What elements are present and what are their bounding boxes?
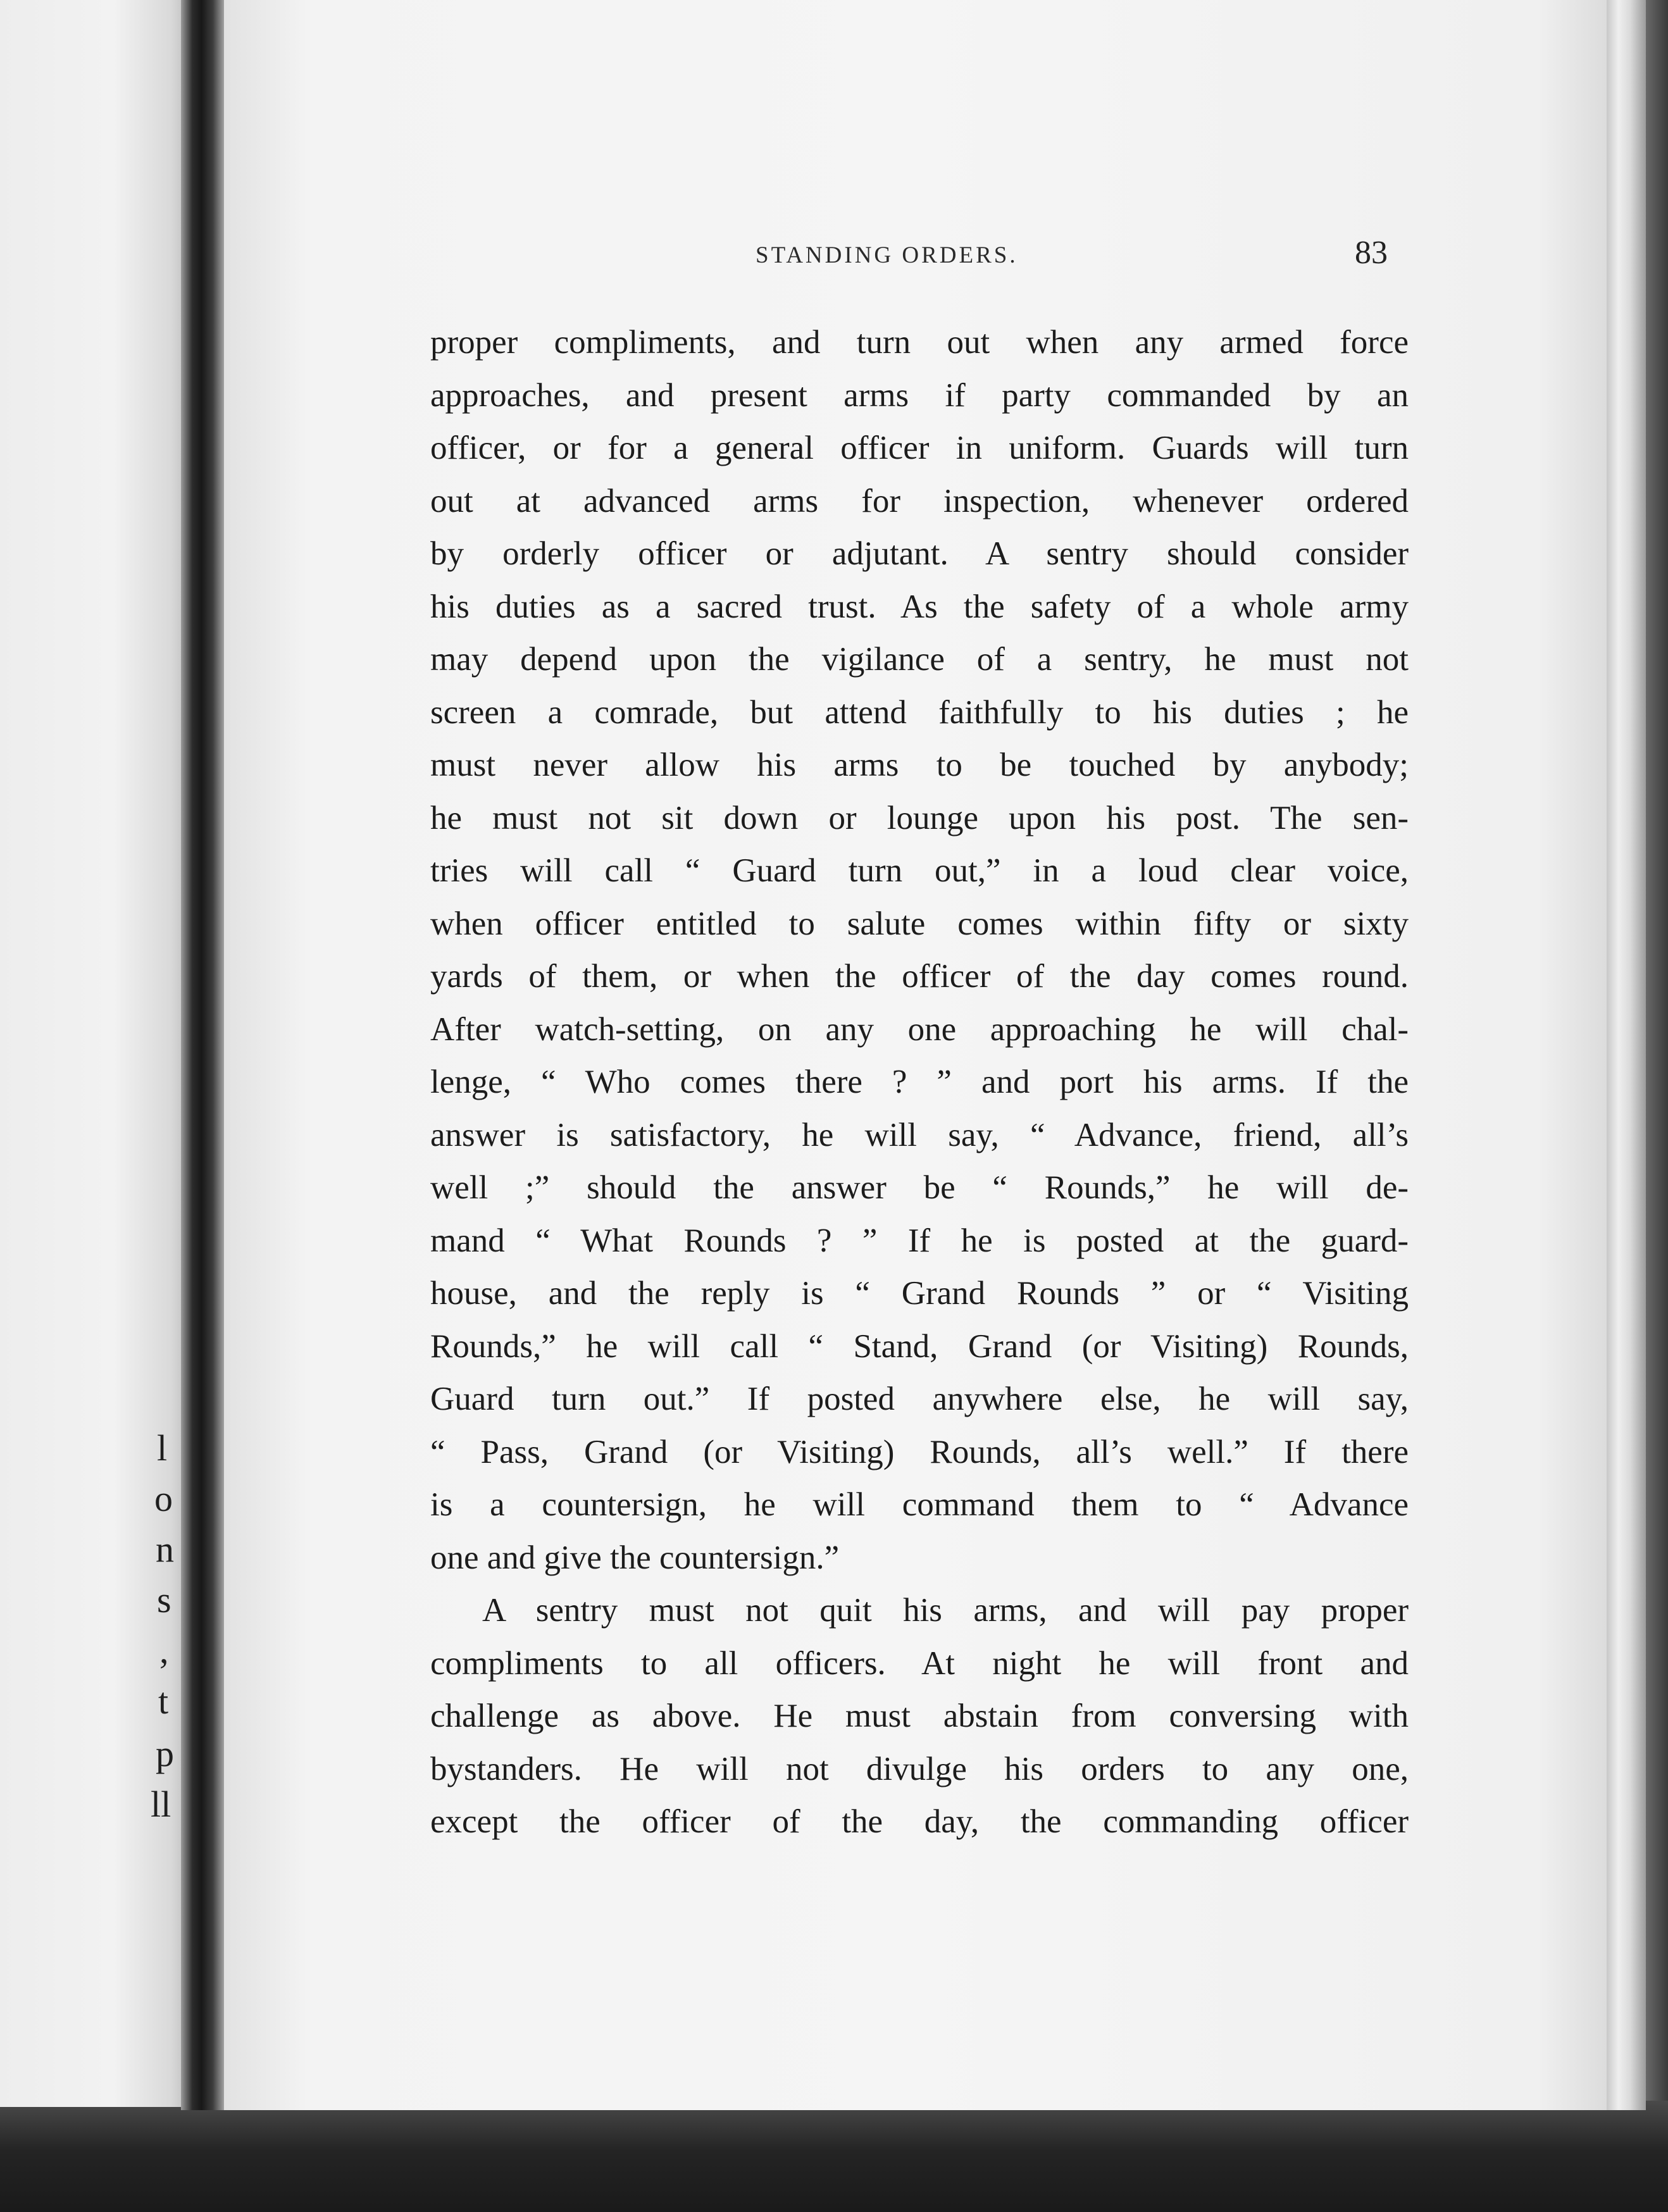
text-line: yards of them, or when the officer of the day comes round. (430, 958, 1409, 995)
text-line: mand “ What Rounds ? ” If he is posted at the guard- (430, 1222, 1409, 1259)
text-line: officer, or for a general officer in uniform. Guards will turn (430, 430, 1409, 466)
text-line: screen a comrade, but attend faithfully to his duties ; he (430, 693, 1409, 731)
text-line: house, and the reply is “ Grand Rounds ” or “ Visiting (430, 1275, 1409, 1312)
facing-page-letter: t (158, 1681, 169, 1722)
facing-page-letter: ll (151, 1784, 171, 1825)
text-line: is a countersign, he will command them to “ Advance (430, 1486, 1409, 1523)
text-line: compliments to all officers. At night he will front and (430, 1644, 1409, 1682)
text-line: by orderly officer or adjutant. A sentry should consider (430, 535, 1409, 572)
facing-page-letter: l (157, 1427, 168, 1469)
text-line: he must not sit down or lounge upon his post. The sen- (430, 799, 1409, 836)
text-line: proper compliments, and turn out when any armed force (430, 324, 1409, 361)
facing-page-letter: n (156, 1529, 174, 1570)
text-line: tries will call “ Guard turn out,” in a loud clear voice, (430, 852, 1409, 889)
scan-background-right (1645, 0, 1668, 2212)
text-line: Rounds,” he will call “ Stand, Grand (or Visiting) Rounds, (430, 1327, 1409, 1365)
text-line: approaches, and present arms if party commanded by an (430, 376, 1409, 414)
scan-background-bottom (0, 2101, 1668, 2212)
text-line: his duties as a sacred trust. As the safety of a whole army (430, 588, 1409, 625)
text-line: well ;” should the answer be “ Rounds,” he will de- (430, 1169, 1409, 1206)
text-line: when officer entitled to salute comes within fifty or sixty (430, 905, 1409, 942)
paragraph-first-line: A sentry must not quit his arms, and will pay proper (482, 1592, 1409, 1629)
book-gutter (181, 0, 227, 2110)
text-line: challenge as above. He must abstain from conversing with (430, 1698, 1409, 1734)
text-line: lenge, “ Who comes there ? ” and port his arms. If the (430, 1064, 1409, 1100)
text-line: “ Pass, Grand (or Visiting) Rounds, all’s well.” If there (430, 1433, 1409, 1470)
running-head (224, 235, 1607, 280)
text-line: must never allow his arms to be touched by anybody; (430, 747, 1409, 783)
body-text (430, 316, 1409, 1849)
facing-page-fragment (0, 0, 190, 2107)
text-line: After watch-setting, on any one approaching he will chal- (430, 1010, 1409, 1048)
page-edge (1607, 0, 1646, 2110)
facing-page-letter: s (157, 1579, 171, 1620)
text-line: Guard turn out.” If posted anywhere else, he will say, (430, 1381, 1409, 1417)
running-title: STANDING ORDERS. (756, 242, 1018, 268)
paragraph-last-line: one and give the countersign.” (430, 1539, 840, 1576)
page-number: 83 (1355, 235, 1388, 271)
text-line: bystanders. He will not divulge his orders to any one, (430, 1750, 1409, 1787)
text-line: answer is satisfactory, he will say, “ Advance, friend, all’s (430, 1116, 1409, 1153)
text-line: except the officer of the day, the commanding officer (430, 1803, 1409, 1840)
facing-page-letter: , (159, 1630, 169, 1671)
text-line: may depend upon the vigilance of a sentry, he must not (430, 641, 1409, 678)
facing-page-letter: p (156, 1733, 174, 1774)
facing-page-letter: o (154, 1478, 173, 1519)
text-line: out at advanced arms for inspection, whenever ordered (430, 482, 1409, 519)
